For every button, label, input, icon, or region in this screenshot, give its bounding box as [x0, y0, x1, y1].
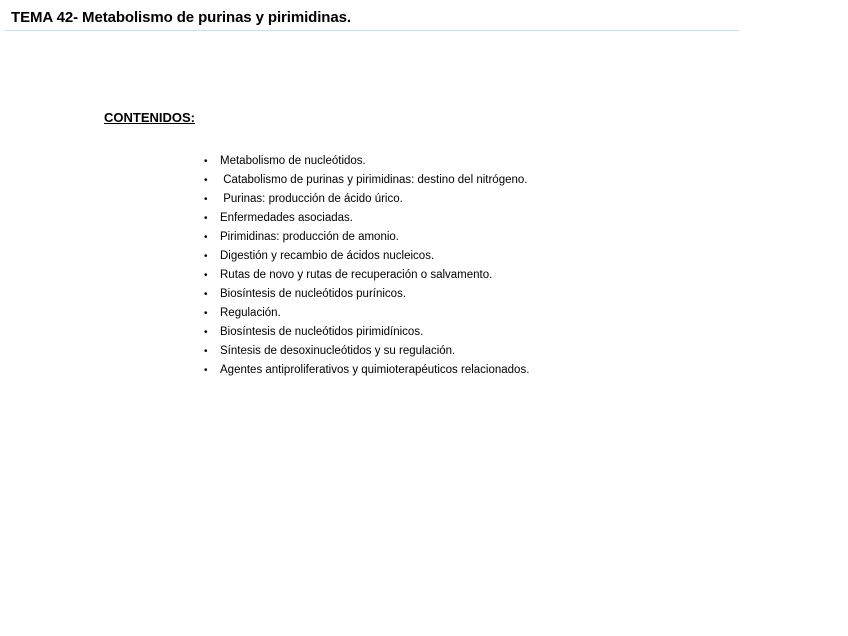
- list-item-text: Regulación.: [220, 307, 281, 319]
- list-item-text: Enfermedades asociadas.: [220, 212, 353, 224]
- list-item-text: Pirimidinas: producción de amonio.: [220, 231, 399, 243]
- bullet-icon: •: [204, 346, 208, 357]
- title-divider: [4, 30, 739, 31]
- bullet-icon: •: [204, 270, 208, 281]
- bullet-icon: •: [204, 156, 208, 167]
- bullet-icon: •: [204, 365, 208, 376]
- bullet-icon: •: [204, 194, 208, 205]
- page-title: TEMA 42- Metabolismo de purinas y pirimidinas.: [11, 9, 351, 26]
- bullet-icon: •: [204, 213, 208, 224]
- list-item-text: Biosíntesis de nucleótidos purínicos.: [220, 288, 407, 300]
- bullet-icon: •: [204, 327, 208, 338]
- list-item-text: Biosíntesis de nucleótidos pirimidínicos.: [220, 326, 424, 338]
- list-item-text: Rutas de novo y rutas de recuperación o salvamento.: [220, 269, 493, 281]
- list-item-text: Digestión y recambio de ácidos nucleicos.: [220, 250, 435, 262]
- bullet-icon: •: [204, 289, 208, 300]
- bullet-icon: •: [204, 175, 208, 186]
- list-item-text: Agentes antiproliferativos y quimioterapéuticos relacionados.: [220, 364, 530, 376]
- list-item-text: Catabolismo de purinas y pirimidinas: destino del nitrógeno.: [220, 174, 528, 186]
- list-item-text: Purinas: producción de ácido úrico.: [220, 193, 403, 205]
- bullet-icon: •: [204, 308, 208, 319]
- bullet-icon: •: [204, 232, 208, 243]
- contents-heading: CONTENIDOS:: [104, 110, 195, 125]
- list-item-text: Metabolismo de nucleótidos.: [220, 155, 366, 167]
- bullet-icon: •: [204, 251, 208, 262]
- list-item-text: Síntesis de desoxinucleótidos y su regulación.: [220, 345, 456, 357]
